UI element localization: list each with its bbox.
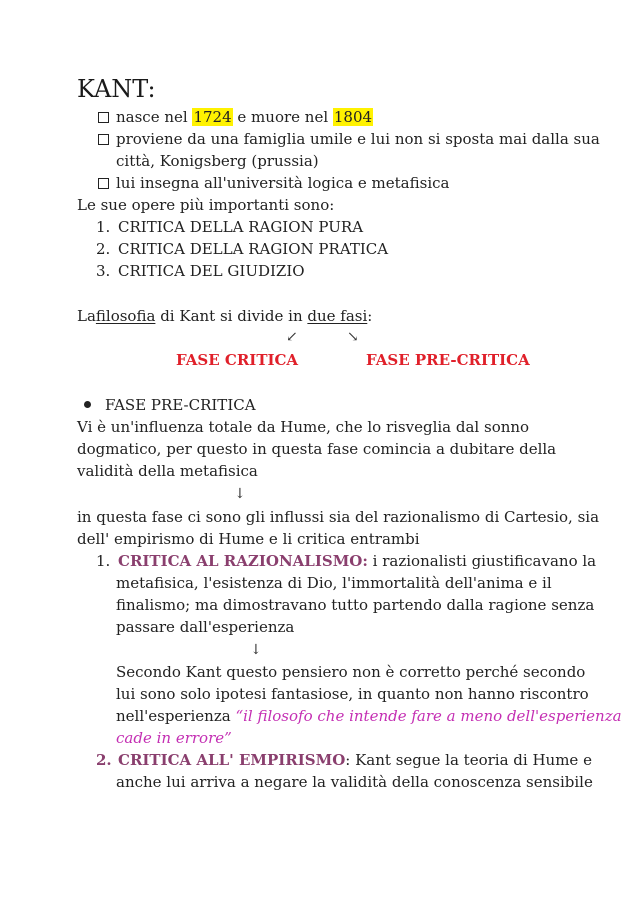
checkbox-icon: [98, 134, 109, 145]
critique-heading-razionalismo: CRITICA AL RAZIONALISMO:: [118, 552, 368, 570]
critique-line: passare dall'esperienza: [116, 618, 295, 636]
critique-heading-empirismo: CRITICA ALL' EMPIRISMO: [118, 751, 346, 769]
critique-line: Secondo Kant questo pensiero non è corretto perché secondo: [116, 663, 586, 681]
critique-line: finalismo; ma dimostravano tutto partendo dalla ragione senza: [116, 596, 595, 614]
check-item-birth: nasce nel 1724 e muore nel 1804: [98, 106, 373, 128]
page-title: KANT:: [77, 75, 156, 103]
check-item-teaching: lui insegna all'università logica e metafisica: [98, 172, 449, 194]
checkbox-icon: [98, 178, 109, 189]
para-line: dell' empirismo di Hume e li critica entrambi: [77, 530, 420, 548]
underlined-filosofia: filosofia: [95, 307, 156, 325]
arrow-down-icon: ↓: [250, 642, 262, 658]
work-item-1: 1. CRITICA DELLA RAGION PURA: [96, 218, 364, 236]
check-item-origin: proviene da una famiglia umile e lui non si sposta mai dalla sua: [98, 128, 600, 150]
highlight-year-death: 1804: [333, 108, 373, 126]
label-fase-pre-critica: FASE PRE-CRITICA: [366, 351, 530, 369]
check-item-origin-cont: città, Konigsberg (prussia): [116, 152, 319, 170]
arrow-down-icon: ↓: [234, 486, 246, 502]
quote-philosopher-cont: cade in errore”: [116, 729, 232, 747]
critique-line: nell'esperienza “il filosofo che intende fare a meno dell'esperienza: [116, 707, 622, 725]
work-item-2: 2. CRITICA DELLA RAGION PRATICA: [96, 240, 389, 258]
critique-line: metafisica, l'esistenza di Dio, l'immortalità dell'anima e il: [116, 574, 552, 592]
highlight-year-birth: 1724: [193, 108, 232, 126]
arrow-down-left-icon: ↙: [286, 329, 298, 345]
quote-philosopher: “il filosofo che intende fare a meno dell'esperienza: [235, 707, 622, 725]
para-line: dogmatico, per questo in questa fase comincia a dubitare della: [77, 440, 557, 458]
works-intro: Le sue opere più importanti sono:: [77, 196, 335, 214]
bullet-icon: [84, 401, 91, 408]
underlined-due-fasi: due fasi: [307, 307, 368, 325]
checkbox-icon: [98, 112, 109, 123]
phases-sentence: Lafilosofia di Kant si divide in due fasi:: [77, 307, 373, 325]
para-line: validità della metafisica: [77, 462, 258, 480]
critique-line: anche lui arriva a negare la validità della conoscenza sensibile: [116, 773, 593, 791]
critique-item-1: 1. CRITICA AL RAZIONALISMO: i razionalisti giustificavano la: [96, 552, 597, 570]
section-heading-pre-critica: FASE PRE-CRITICA: [84, 394, 256, 416]
label-fase-critica: FASE CRITICA: [176, 351, 299, 369]
work-item-3: 3. CRITICA DEL GIUDIZIO: [96, 262, 305, 280]
critique-line: lui sono solo ipotesi fantasiose, in quanto non hanno riscontro: [116, 685, 589, 703]
para-line: in questa fase ci sono gli influssi sia del razionalismo di Cartesio, sia: [77, 508, 600, 526]
critique-item-2: 2. CRITICA ALL' EMPIRISMO: Kant segue la teoria di Hume e: [96, 751, 592, 769]
arrow-down-right-icon: ↘: [347, 329, 359, 345]
para-line: Vi è un'influenza totale da Hume, che lo risveglia dal sonno: [77, 418, 530, 436]
